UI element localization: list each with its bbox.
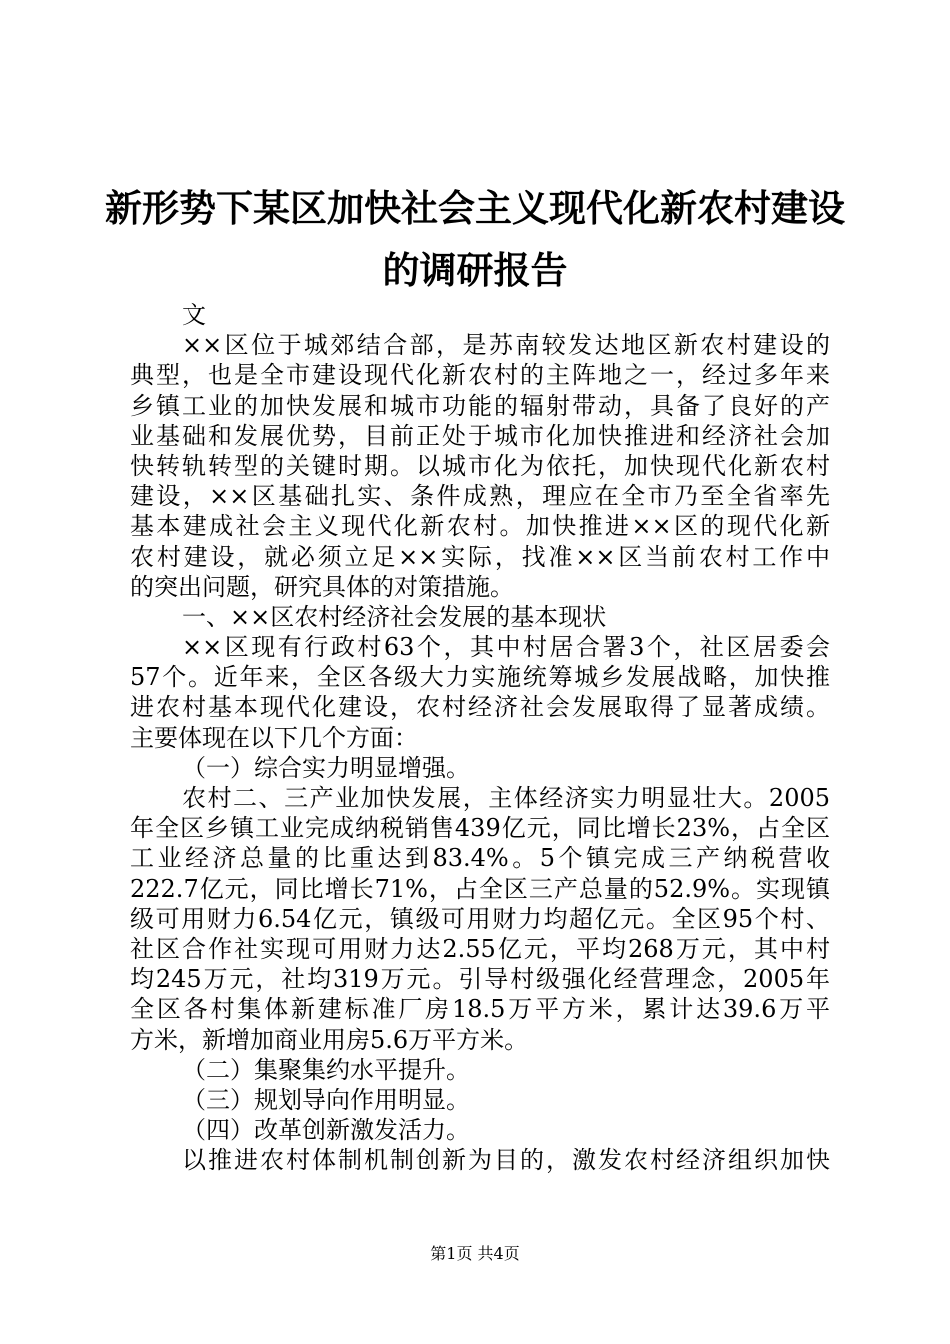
body-text-line: 以推进农村体制机制创新为目的，激发农村经济组织加快: [182, 1146, 830, 1175]
body-text-line: （二）集聚集约水平提升。: [182, 1055, 470, 1084]
body-text-line: 级可用财力6.54亿元，镇级可用财力均超亿元。全区95个村、: [130, 904, 830, 933]
body-text-line: 典型，也是全市建设现代化新农村的主阵地之一，经过多年来: [130, 361, 830, 390]
body-text-line: 一、××区农村经济社会发展的基本现状: [182, 602, 607, 631]
body-text-line: 全区各村集体新建标准厂房18.5万平方米，累计达39.6万平: [130, 995, 830, 1024]
body-text-line: 年全区乡镇工业完成纳税销售439亿元，同比增长23%，占全区: [130, 814, 830, 843]
body-text-line: ××区现有行政村63个，其中村居合署3个，社区居委会: [182, 633, 830, 662]
body-text-line: 社区合作社实现可用财力达2.55亿元，平均268万元，其中村: [130, 934, 830, 963]
body-text-line: 乡镇工业的加快发展和城市功能的辐射带动，具备了良好的产: [130, 391, 830, 420]
body-text-line: ××区位于城郊结合部，是苏南较发达地区新农村建设的: [182, 331, 830, 360]
body-text-line: 快转轨转型的关键时期。以城市化为依托，加快现代化新农村: [130, 451, 830, 480]
document-title-line-2: 的调研报告: [382, 248, 568, 292]
document-title-line-1: 新形势下某区加快社会主义现代化新农村建设: [105, 186, 845, 230]
body-text-line: 方米，新增加商业用房5.6万平方米。: [130, 1025, 529, 1054]
body-text-line: 进农村基本现代化建设，农村经济社会发展取得了显著成绩。: [130, 693, 830, 722]
body-text-line: 业基础和发展优势，目前正处于城市化加快推进和经济社会加: [130, 421, 830, 450]
body-text-line: 农村建设，就必须立足××实际，找准××区当前农村工作中: [130, 542, 830, 571]
document-body: [130, 300, 830, 1175]
body-text-line: （三）规划导向作用明显。: [182, 1085, 470, 1114]
body-text-line: 农村二、三产业加快发展，主体经济实力明显壮大。2005: [182, 784, 830, 812]
body-text-line: 均245万元，社均319万元。引导村级强化经营理念，2005年: [130, 965, 830, 994]
body-text-line: （一）综合实力明显增强。: [182, 753, 470, 782]
body-text-line: 的突出问题，研究具体的对策措施。: [130, 572, 514, 601]
body-text-line: 57个。近年来，全区各级大力实施统筹城乡发展战略，加快推: [130, 663, 830, 692]
body-text-line: 建设，××区基础扎实、条件成熟，理应在全市乃至全省率先: [130, 482, 830, 511]
body-text-line: 222.7亿元，同比增长71%，占全区三产总量的52.9%。实现镇: [130, 874, 830, 903]
page-footer: 第1页 共4页: [430, 1244, 520, 1263]
body-text-line: （四）改革创新激发活力。: [182, 1116, 470, 1145]
body-text-line: 基本建成社会主义现代化新农村。加快推进××区的现代化新: [130, 512, 830, 541]
body-text-line: 主要体现在以下几个方面：: [130, 723, 418, 752]
body-text-line: 文: [182, 301, 206, 329]
body-text-line: 工业经济总量的比重达到83.4%。5个镇完成三产纳税营收: [130, 844, 830, 873]
